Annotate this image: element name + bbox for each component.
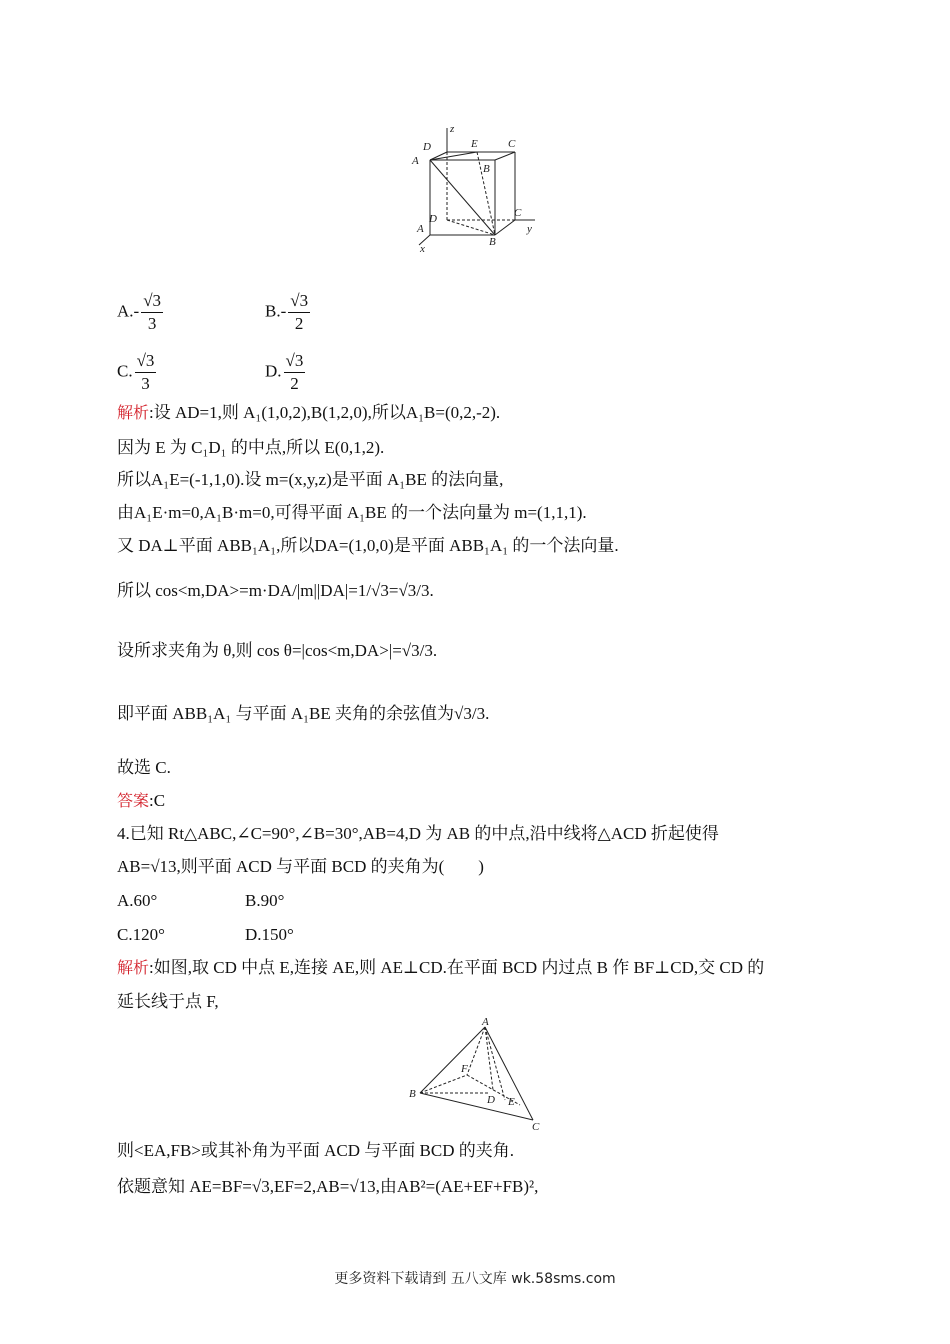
svg-text:B: B <box>483 163 490 175</box>
q3-option-D: D. $\frac{√3}{2}$ <box>265 351 304 393</box>
svg-text:E: E <box>508 1096 515 1108</box>
svg-text:D: D <box>429 213 437 225</box>
svg-text:A: A <box>482 1016 489 1028</box>
q4-option-B: B.90° <box>245 891 285 910</box>
svg-text:B: B <box>409 1088 416 1100</box>
q4-analysis-line1: 解析:如图,取 CD 中点 E,连接 AE,则 AE⊥CD.在平面 BCD 内过点 B 作 BF⊥CD,交 CD 的 <box>117 958 765 977</box>
q3-analysis-line6: 所以 cos<m,DA>=m·DA/|m||DA|=1/√3=√3/3. <box>117 581 434 600</box>
q3-analysis-line1: 解析:设 AD=1,则 A₁(1,0,2),B(1,2,0),所以A₁B=(0,2,-2). <box>117 403 501 422</box>
q4-option-C: C.120° <box>117 925 165 944</box>
q4-option-D: D.150° <box>245 925 294 944</box>
q4-stem-line1: 4.已知 Rt△ABC,∠C=90°,∠B=30°,AB=4,D 为 AB 的中点,沿中线将△ACD 折起使得 <box>117 824 719 843</box>
svg-text:z: z <box>450 123 455 135</box>
tetrahedron-figure <box>405 1015 555 1135</box>
q3-analysis-line9: 故选 C. <box>117 758 171 777</box>
q3-option-C: C. $\frac{√3}{3}$ <box>117 351 155 393</box>
q4-stem-line2: AB=√13,则平面 ACD 与平面 BCD 的夹角为( ) <box>117 857 484 876</box>
q3-analysis-line4: 由A₁E·m=0,A₁B·m=0,可得平面 A₁BE 的一个法向量为 m=(1,1,1). <box>117 503 587 522</box>
cube-figure <box>405 120 550 255</box>
svg-text:F: F <box>461 1063 468 1075</box>
svg-text:D: D <box>487 1094 495 1106</box>
svg-text:y: y <box>527 223 532 235</box>
svg-text:C: C <box>508 138 516 150</box>
q3-analysis-line3: 所以A₁E=(-1,1,0).设 m=(x,y,z)是平面 A₁BE 的法向量, <box>117 470 504 489</box>
q4-analysis-line2: 延长线于点 F, <box>117 992 219 1011</box>
q3-analysis-line7: 设所求夹角为 θ,则 cos θ=|cos<m,DA>|=√3/3. <box>117 641 438 660</box>
svg-text:D: D <box>423 141 431 153</box>
q3-option-B: B.- $\frac{√3}{2}$ <box>265 291 309 333</box>
svg-text:E: E <box>471 138 478 150</box>
q3-answer: 答案:C <box>117 791 166 810</box>
q4-option-A: A.60° <box>117 891 158 910</box>
svg-text:C: C <box>532 1121 540 1133</box>
svg-text:x: x <box>420 243 425 255</box>
svg-text:B: B <box>489 236 496 248</box>
q4-analysis-line4: 依题意知 AE=BF=√3,EF=2,AB=√13,由AB²=(AE+EF+FB)², <box>117 1177 539 1196</box>
q3-analysis-line8: 即平面 ABB₁A₁ 与平面 A₁BE 夹角的余弦值为√3/3. <box>117 704 490 723</box>
svg-text:A: A <box>412 155 419 167</box>
q3-analysis-line2: 因为 E 为 C₁D₁ 的中点,所以 E(0,1,2). <box>117 438 385 457</box>
svg-text:C: C <box>514 207 522 219</box>
q4-analysis-line3: 则<EA,FB>或其补角为平面 ACD 与平面 BCD 的夹角. <box>117 1141 514 1160</box>
svg-text:A: A <box>417 223 424 235</box>
q3-option-A: A.- $\frac{√3}{3}$ <box>117 291 162 333</box>
footer-download-note: 更多资料下载请到 五八文库 wk.58sms.com <box>334 1271 616 1287</box>
q3-analysis-line5: 又 DA⊥平面 ABB₁A₁,所以DA=(1,0,0)是平面 ABB₁A₁ 的一个法向量. <box>117 536 619 555</box>
